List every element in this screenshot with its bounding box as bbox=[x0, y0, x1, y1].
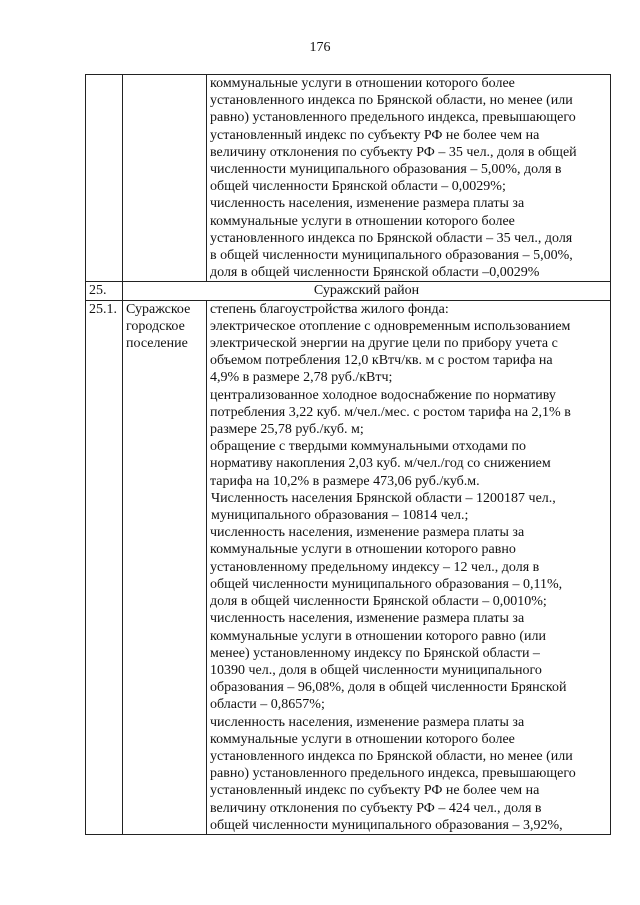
text-line: доля в общей численности Брянской области –0,0029% bbox=[210, 265, 540, 281]
text-line: размере 25,78 руб./куб. м; bbox=[210, 422, 364, 438]
row-number-cell bbox=[86, 75, 123, 282]
settlement-name-cell bbox=[123, 75, 207, 282]
text-line: доля в общей численности Брянской области – 0,0010%; bbox=[210, 594, 547, 610]
text-line: коммунальные услуги в отношении которого более bbox=[210, 731, 515, 747]
text-line: коммунальные услуги в отношении которого равно (или bbox=[210, 628, 546, 644]
text-line: равно) установленного предельного индекса, превышающего bbox=[210, 766, 576, 782]
description-cell bbox=[207, 75, 611, 282]
table-row-continuation bbox=[86, 75, 611, 282]
text-line: 4,9% в размере 2,78 руб./кВтч; bbox=[210, 370, 393, 386]
text-line: установленный индекс по субъекту РФ не более чем на bbox=[210, 127, 540, 143]
text-line: централизованное холодное водоснабжение по нормативу bbox=[210, 387, 556, 403]
text-line: в общей численности муниципального образования – 5,00%, bbox=[210, 248, 573, 264]
text-line: муниципального образования – 10814 чел.; bbox=[211, 508, 469, 524]
text-line: величину отклонения по субъекту РФ – 35 чел., доля в общей bbox=[210, 144, 577, 160]
text-line: Численность населения Брянской области – 1200187 чел., bbox=[211, 490, 556, 506]
row-number-cell: 25. bbox=[86, 282, 123, 300]
text-line: области – 0,8657%; bbox=[210, 697, 325, 713]
row-number-cell: 25.1. bbox=[86, 300, 123, 834]
text-line: коммунальные услуги в отношении которого равно bbox=[210, 542, 516, 558]
settlement-name-cell bbox=[123, 300, 207, 834]
table-row-district bbox=[86, 282, 611, 300]
text-line: потребления 3,22 куб. м/чел./мес. с ростом тарифа на 2,1% в bbox=[210, 404, 571, 420]
text-line: коммунальные услуги в отношении которого более bbox=[210, 213, 515, 229]
page-number: 176 bbox=[309, 40, 331, 55]
text-line: объемом потребления 12,0 кВтч/кв. м с ростом тарифа на bbox=[210, 353, 553, 369]
text-line: численность населения, изменение размера платы за bbox=[210, 196, 525, 212]
text-line: установленный индекс по субъекту РФ не более чем на bbox=[210, 783, 540, 799]
description-cell bbox=[207, 300, 611, 834]
text-line: общей численности Брянской области – 0,0029%; bbox=[210, 179, 506, 195]
text-line: электрической энергии на другие цели по прибору учета с bbox=[210, 336, 558, 352]
text-line: равно) установленного предельного индекса, превышающего bbox=[210, 110, 576, 126]
text-line: установленного индекса по Брянской области, но менее (или bbox=[210, 93, 573, 109]
text-line: менее) установленному индексу по Брянской области – bbox=[210, 645, 540, 661]
text-line: численность населения, изменение размера платы за bbox=[210, 714, 525, 730]
text-line: общей численности муниципального образования – 3,92%, bbox=[210, 817, 563, 833]
district-title: Суражский район bbox=[123, 282, 611, 300]
text-line: коммунальные услуги в отношении которого более bbox=[210, 76, 515, 91]
tariff-table bbox=[85, 74, 611, 835]
text-line: величину отклонения по субъекту РФ – 424 чел., доля в bbox=[210, 800, 542, 816]
text-line: электрическое отопление с одновременным использованием bbox=[210, 318, 571, 334]
table-row-settlement bbox=[86, 300, 611, 834]
settlement-name-line: городское bbox=[126, 318, 185, 334]
text-line: численность населения, изменение размера платы за bbox=[210, 525, 525, 541]
text-line: установленному предельному индексу – 12 чел., доля в bbox=[210, 559, 540, 575]
text-line: общей численности муниципального образования – 0,11%, bbox=[210, 576, 563, 592]
text-line: установленного индекса по Брянской области, но менее (или bbox=[210, 748, 573, 764]
settlement-name-line: Суражское bbox=[126, 301, 191, 317]
text-line: обращение с твердыми коммунальными отходами по bbox=[210, 439, 526, 455]
text-line: степень благоустройства жилого фонда: bbox=[210, 301, 449, 317]
text-line: образования – 96,08%, доля в общей численности Брянской bbox=[210, 680, 567, 696]
text-line: численность населения, изменение размера платы за bbox=[210, 611, 525, 627]
text-line: нормативу накопления 2,03 куб. м/чел./год со снижением bbox=[210, 456, 551, 472]
settlement-name-line: поселение bbox=[126, 336, 188, 352]
text-line: 10390 чел., доля в общей численности муниципального bbox=[210, 662, 542, 678]
text-line: установленного индекса по Брянской области – 35 чел., доля bbox=[210, 230, 573, 246]
text-line: численности муниципального образования – 5,00%, доля в bbox=[210, 162, 562, 178]
text-line: тарифа на 10,2% в размере 473,06 руб./куб.м. bbox=[210, 473, 480, 489]
